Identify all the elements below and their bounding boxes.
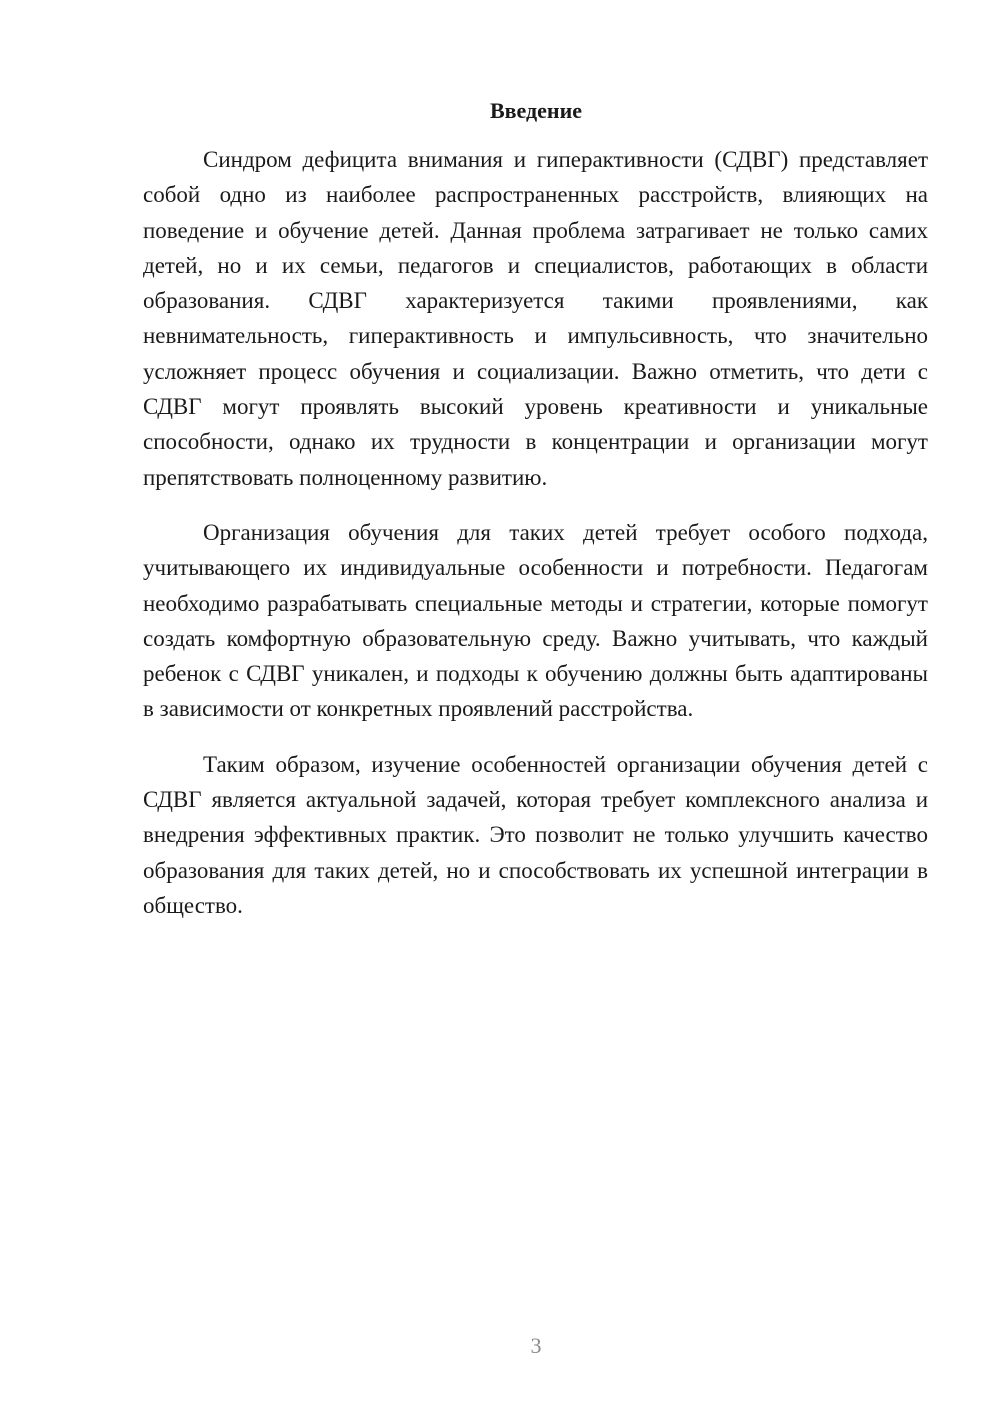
section-heading: Введение <box>489 98 583 123</box>
paragraph-1: Синдром дефицита внимания и гиперактивности (СДВГ) представляет собой одно из наиболее распространенных расстройств, влияющих на поведение и обучение детей. Данная проблема затрагивает не только самих детей, но и их семьи, педагогов и специалистов, работающих в области образования. СДВГ характеризуется такими проявлениями, как невнимательность, гиперактивность и импульсивность, что значительно усложняет процесс обучения и социализации. Важно отметить, что дети с СДВГ могут проявлять высокий уровень креативности и уникальные способности, однако их трудности в концентрации и организации могут препятствовать полноценному развитию. <box>143 147 928 490</box>
paragraph-2: Организация обучения для таких детей требует особого подхода, учитывающего их индивидуальные особенности и потребности. Педагогам необходимо разрабатывать специальные методы и стратегии, которые помогут создать комфортную образовательную среду. Важно учитывать, что каждый ребенок с СДВГ уникален, и подходы к обучению должны быть адаптированы в зависимости от конкретных проявлений расстройства. <box>143 519 928 722</box>
page-number: 3 <box>530 1333 542 1358</box>
body-text <box>143 142 928 943</box>
paragraph-3: Таким образом, изучение особенностей организации обучения детей с СДВГ является актуальной задачей, которая требует комплексного анализа и внедрения эффективных практик. Это позволит не только улучшить качество образования для таких детей, но и способствовать их успешной интеграции в общество. <box>143 751 928 918</box>
